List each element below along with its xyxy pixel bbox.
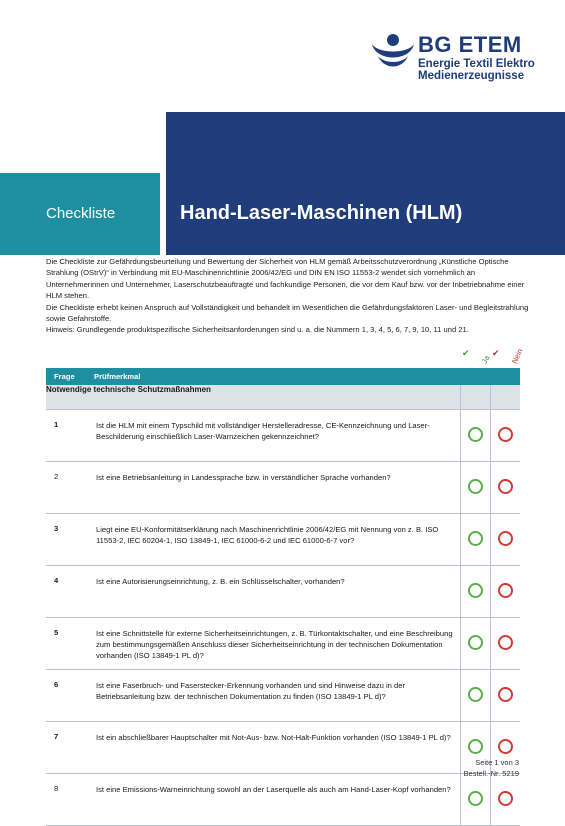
banner-label: Checkliste (46, 205, 116, 222)
answer-ja-radio[interactable] (468, 479, 483, 494)
question-number: 4 (46, 566, 86, 618)
table-header-row (46, 368, 520, 385)
answer-nein-radio[interactable] (498, 427, 513, 442)
logo-subtitle (418, 58, 535, 82)
intro-paragraph-1: Die Checkliste zur Gefährdungsbeurteilung und Bewertung der Sicherheit von HLM gemäß Arbeitsschutzverordnung „Künstliche Optische Strahlung (OStrV)“ in Verbindung mit EU-Maschinenrichtlinie 2006/42/EG und DIN EN ISO 11553-2 wendet sich vornehmlich an Unternehmerinnen und Unternehmer, Laserschutzbeauftragte und fachkundige Personen, die vor dem Kauf bzw. vor der Inbetriebnahme einer HLM stehen. (46, 257, 525, 301)
question-text: Ist eine Faserbruch- und Faserstecker-Erkennung vorhanden und sind Hinweise dazu in der Betriebsanleitung bzw. der technischen Dokumentation zu finden (ISO 13849-1 PL d)? (86, 670, 460, 722)
logo-subtitle-line2: Medienerzeugnisse (418, 70, 525, 82)
table-row (46, 410, 520, 462)
table-row (46, 670, 520, 722)
question-text: Ist eine Schnittstelle für externe Sicherheitseinrichtungen, z. B. Türkontaktschalter, und eine Beschreibung zum bestimmungsgemäßen Anschluss dieser Sicherheitseinrichtung in der technischen Dokumentation vorhanden (ISO 13849-1 PL d)? (86, 618, 460, 670)
answer-ja-radio[interactable] (468, 687, 483, 702)
page-title: Hand-Laser-Maschinen (HLM) (180, 202, 463, 224)
answer-nein-radio[interactable] (498, 531, 513, 546)
intro-paragraph-2: Die Checkliste erhebt keinen Anspruch auf Vollständigkeit und behandelt im Wesentlichen die Gefährdungsfaktoren Laser- und Begleitstrahlung sowie Gefahrstoffe. (46, 302, 529, 324)
answer-nein-radio[interactable] (498, 687, 513, 702)
question-text: Liegt eine EU-Konformitätserklärung nach Maschinenrichtlinie 2006/42/EG mit Nennung von z. B. ISO 11553-2, IEC 60204-1, ISO 13849-1, IEC 61000-6-2 und IEC 61000-6-7 vor? (86, 514, 460, 566)
bg-etem-logo (370, 28, 560, 88)
table-row (46, 514, 520, 566)
answer-nein-radio[interactable] (498, 635, 513, 650)
banner-navy-block (166, 112, 565, 255)
table-row (46, 566, 520, 618)
answer-ja-radio[interactable] (468, 531, 483, 546)
checklist-table (46, 368, 520, 826)
section-row (46, 385, 520, 410)
logo-title: BG ETEM (418, 32, 522, 57)
question-number: 6 (46, 670, 86, 722)
question-number: 5 (46, 618, 86, 670)
column-header-nein: Nein (509, 347, 525, 365)
section-nein-cell (490, 385, 520, 410)
table-row (46, 462, 520, 514)
answer-ja-radio[interactable] (468, 583, 483, 598)
page-number: Seite 1 von 3 (475, 758, 519, 767)
question-number: 7 (46, 722, 86, 774)
answer-nein-radio[interactable] (498, 791, 513, 806)
bg-etem-eagle-icon (370, 30, 416, 76)
answer-nein-radio[interactable] (498, 583, 513, 598)
answer-ja-radio[interactable] (468, 739, 483, 754)
column-header-ja-cell (460, 368, 490, 385)
answer-ja-radio[interactable] (468, 791, 483, 806)
check-icon: ✔ (462, 348, 470, 358)
column-header-ja: Ja (479, 354, 492, 365)
question-number: 8 (46, 774, 86, 826)
column-header-nein-cell (490, 368, 520, 385)
logo-subtitle-line1: Energie Textil Elektro (418, 58, 535, 70)
question-text: Ist ein abschließbarer Hauptschalter mit Not-Aus- bzw. Not-Halt-Funktion vorhanden (ISO 13849-1 PL d)? (86, 722, 460, 774)
column-header-pruefmerkmal: Prüfmerkmal (86, 368, 460, 385)
intro-paragraph-3: Hinweis: Grundlegende produktspezifische Sicherheitsanforderungen sind u. a. die Nummern 1, 3, 4, 5, 6, 7, 9, 10, 11 und 21. (46, 325, 469, 335)
answer-ja-radio[interactable] (468, 635, 483, 650)
answer-nein-radio[interactable] (498, 739, 513, 754)
question-text: Ist eine Emissions-Warneinrichtung sowohl an der Laserquelle als auch am Hand-Laser-Kopf vorhanden? (86, 774, 460, 826)
answer-nein-radio[interactable] (498, 479, 513, 494)
order-number: Bestell.-Nr. 5219 (463, 769, 519, 778)
section-ja-cell (460, 385, 490, 410)
question-text: Ist die HLM mit einem Typschild mit vollständiger Herstelleradresse, CE-Kennzeichnung und Laser-Beschilderung einschließlich Laser-Warnzeichen gekennzeichnet? (86, 410, 460, 462)
question-text: Ist eine Betriebsanleitung in Landessprache bzw. in verständlicher Sprache vorhanden? (86, 462, 460, 514)
question-number: 1 (46, 410, 86, 462)
check-icon: ✔ (492, 348, 500, 358)
answer-ja-radio[interactable] (468, 427, 483, 442)
question-number: 3 (46, 514, 86, 566)
section-title: Notwendige technische Schutzmaßnahmen (46, 385, 460, 410)
table-row (46, 722, 520, 774)
column-header-frage: Frage (46, 368, 86, 385)
table-row (46, 618, 520, 670)
intro-text (46, 256, 530, 336)
page-footer (464, 757, 519, 779)
question-number: 2 (46, 462, 86, 514)
question-text: Ist eine Autorisierungseinrichtung, z. B. ein Schlüsselschalter, vorhanden? (86, 566, 460, 618)
